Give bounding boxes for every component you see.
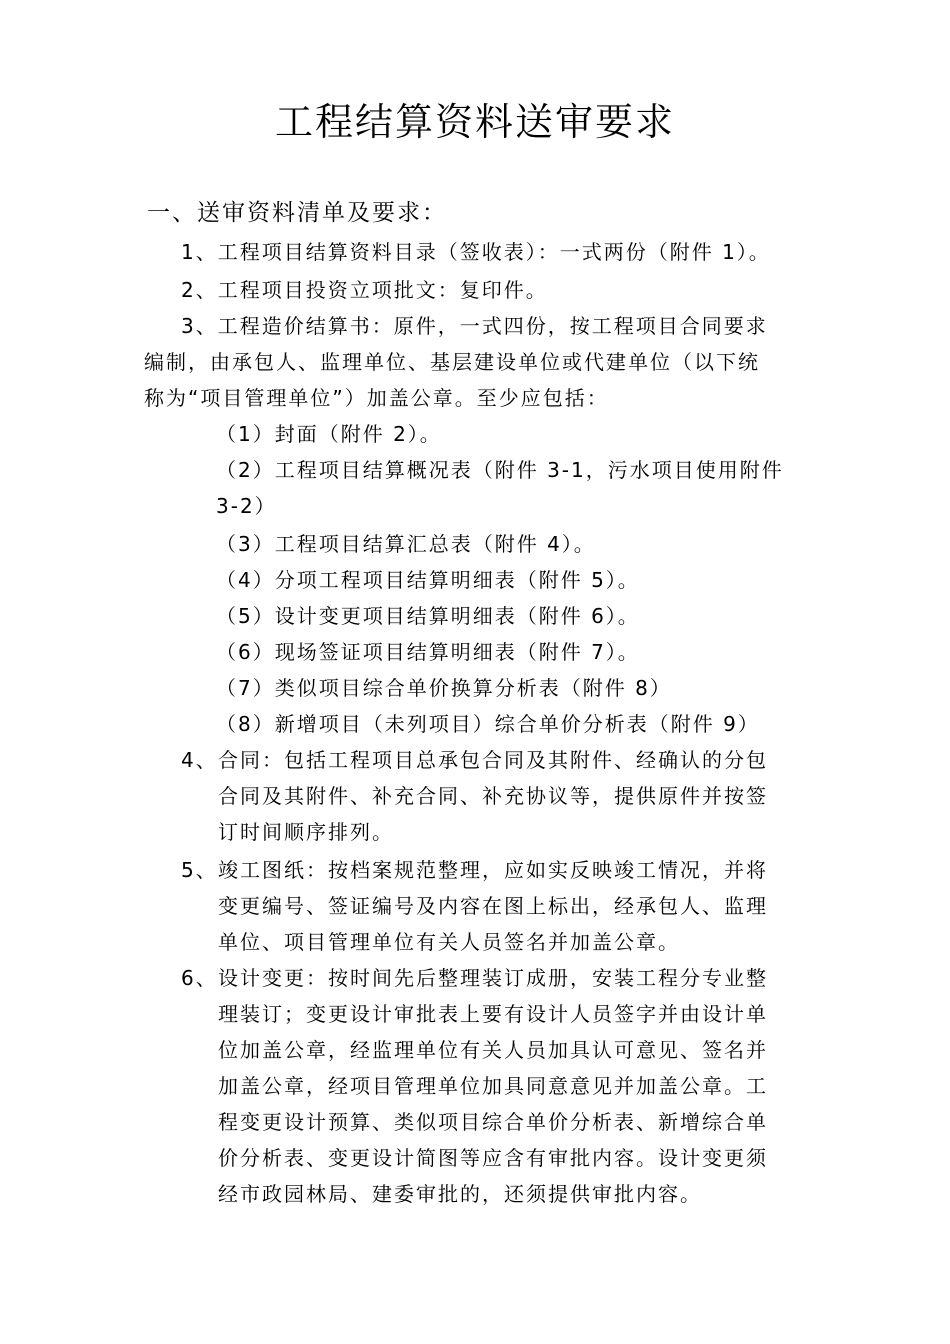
sub-item-1: （1）封面（附件 2）。 (216, 422, 442, 446)
item-5-line-1: 竣工图纸：按档案规范整理，应如实反映竣工情况，并将 (218, 858, 768, 882)
item-6-line-4: 加盖公章，经项目管理单位加具同意意见并加盖公章。工 (218, 1074, 768, 1098)
item-4-line-2: 合同及其附件、补充合同、补充协议等，提供原件并按签 (218, 784, 768, 808)
item-3-line-3: 称为“项目管理单位”）加盖公章。至少应包括： (144, 386, 609, 410)
page-title: 工程结算资料送审要求 (274, 100, 675, 144)
sub-item-3: （3）工程项目结算汇总表（附件 4）。 (216, 532, 596, 556)
sub-item-5: （5）设计变更项目结算明细表（附件 6）。 (216, 604, 640, 628)
item-6-number: 6、 (181, 966, 218, 990)
item-3-line-1: 3、工程造价结算书：原件，一式四份，按工程项目合同要求 (181, 314, 768, 338)
item-6-line-6: 价分析表、变更设计简图等应含有审批内容。设计变更须 (218, 1146, 768, 1170)
item-2: 2、工程项目投资立项批文：复印件。 (181, 278, 548, 302)
section-heading: 一、送审资料清单及要求： (147, 200, 447, 226)
item-4-number: 4、 (181, 748, 218, 772)
sub-item-7: （7）类似项目综合单价换算分析表（附件 8） (216, 676, 672, 700)
item-4-line-1: 合同：包括工程项目总承包合同及其附件、经确认的分包 (218, 748, 768, 772)
sub-item-8: （8）新增项目（未列项目）综合单价分析表（附件 9） (216, 712, 760, 736)
item-6-line-7: 经市政园林局、建委审批的，还须提供审批内容。 (218, 1182, 702, 1206)
item-6-line-1: 设计变更：按时间先后整理装订成册，安装工程分专业整 (218, 966, 768, 990)
item-3-line-2: 编制，由承包人、监理单位、基层建设单位或代建单位（以下统 (144, 350, 760, 374)
sub-item-2-line-2: 3-2） (216, 494, 277, 518)
item-4-line-3: 订时间顺序排列。 (218, 820, 394, 844)
item-5-line-2: 变更编号、签证编号及内容在图上标出，经承包人、监理 (218, 894, 768, 918)
item-1: 1、工程项目结算资料目录（签收表）：一式两份（附件 1）。 (181, 240, 771, 264)
item-6-line-3: 位加盖公章，经监理单位有关人员加具认可意见、签名并 (218, 1038, 768, 1062)
sub-item-4: （4）分项工程项目结算明细表（附件 5）。 (216, 568, 640, 592)
sub-item-2-line-1: （2）工程项目结算概况表（附件 3-1，污水项目使用附件 (216, 458, 784, 482)
sub-item-6: （6）现场签证项目结算明细表（附件 7）。 (216, 640, 640, 664)
item-5-line-3: 单位、项目管理单位有关人员签名并加盖公章。 (218, 930, 680, 954)
item-5-number: 5、 (181, 858, 218, 882)
item-6-line-2: 理装订；变更设计审批表上要有设计人员签字并由设计单 (218, 1002, 768, 1026)
item-6-line-5: 程变更设计预算、类似项目综合单价分析表、新增综合单 (218, 1110, 768, 1134)
